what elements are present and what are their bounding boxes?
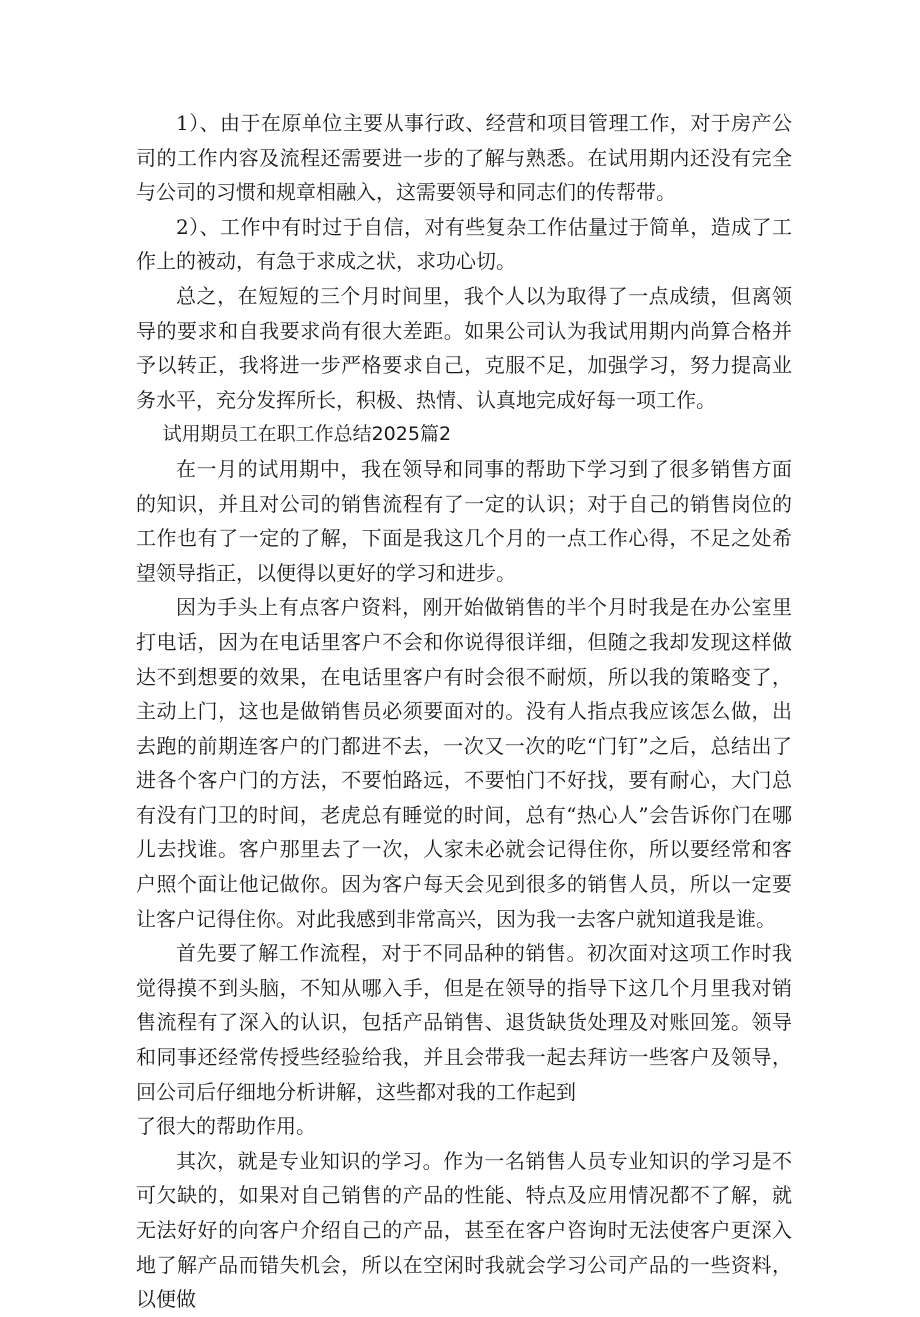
paragraph-workflow: 首先要了解工作流程，对于不同品种的销售。初次面对这项工作时我觉得摸不到头脑，不知从哪入手，但是在领导的指导下这几个月里我对销售流程有了深入的认识，包括产品销售、退货缺货处理及对账回笼。领导和同事还经常传授些经验给我，并且会带我一起去拜访一些客户及领导，回公司后仔细地分析讲解，这些都对我的工作起到 (136, 941, 792, 1104)
paragraph-workflow-continued: 了很大的帮助作用。 (136, 1114, 316, 1139)
paragraph-customer-visits: 因为手头上有点客户资料，刚开始做销售的半个月时我是在办公室里打电话，因为在电话里客户不会和你说得很详细，但随之我却发现这样做达不到想要的效果，在电话里客户有时会很不耐烦，所以我的策略变了，主动上门，这也是做销售员必须要面对的。没有人指点我应该怎么做，出去跑的前期连客户的门都进不去，一次又一次的吃“门钉”之后，总结出了进各个客户门的方法，不要怕路远，不要怕门不好找，要有耐心，大门总有没有门卫的时间，老虎总有睡觉的时间，总有“热心人”会告诉你门在哪儿去找谁。客户那里去了一次，人家未必就会记得住你，所以要经常和客户照个面让他记做你。因为客户每天会见到很多的销售人员，所以一定要让客户记得住你。对此我感到非常高兴，因为我一去客户就知道我是谁。 (136, 595, 792, 931)
paragraph-conclusion: 总之，在短短的三个月时间里，我个人以为取得了一点成绩，但离领导的要求和自我要求尚有很大差距。如果公司认为我试用期内尚算合格并予以转正，我将进一步严格要求自己，克服不足，加强学习，努力提高业务水平，充分发挥所长，积极、热情、认真地完成好每一项工作。 (136, 283, 792, 412)
section-heading: 试用期员工在职工作总结2025篇2 (162, 423, 452, 446)
paragraph-intro: 在一月的试用期中，我在领导和同事的帮助下学习到了很多销售方面的知识，并且对公司的销售流程有了一定的认识；对于自己的销售岗位的工作也有了一定的了解，下面是我这几个月的一点工作心得，不足之处希望领导指正，以便得以更好的学习和进步。 (136, 456, 792, 585)
paragraph-shortcoming-1: 1）、由于在原单位主要从事行政、经营和项目管理工作，对于房产公司的工作内容及流程还需要进一步的了解与熟悉。在试用期内还没有完全与公司的习惯和规章相融入，这需要领导和同志们的传帮带。 (136, 111, 792, 205)
paragraph-shortcoming-2: 2）、工作中有时过于自信，对有些复杂工作估量过于简单，造成了工作上的被动，有急于求成之状，求功心切。 (136, 214, 792, 274)
document-body (136, 106, 792, 1317)
paragraph-professional-knowledge: 其次，就是专业知识的学习。作为一名销售人员专业知识的学习是不可欠缺的，如果对自己销售的产品的性能、特点及应用情况都不了解，就无法好好的向客户介绍自己的产品，甚至在客户咨询时无法使客户更深入地了解产品而错失机会，所以在空闲时我就会学习公司产品的一些资料，以便做 (136, 1148, 792, 1312)
